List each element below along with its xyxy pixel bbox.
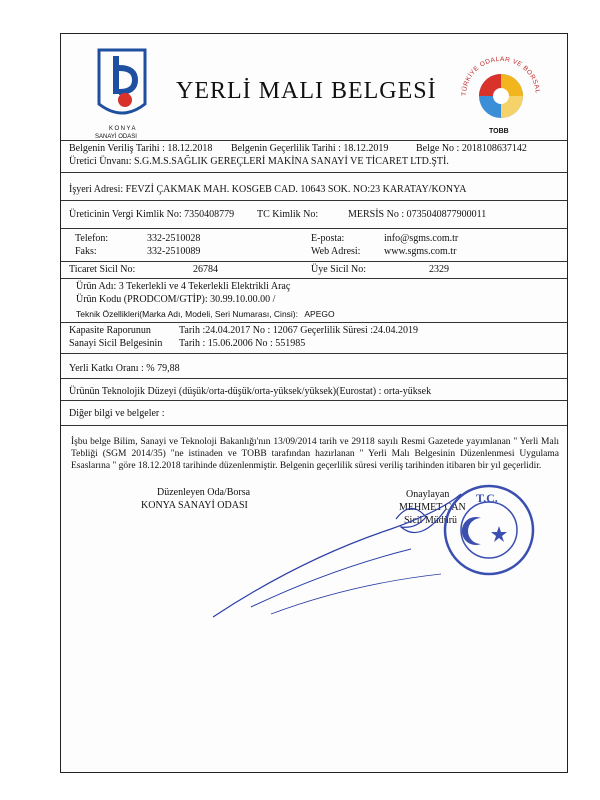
web-value: www.sgms.com.tr xyxy=(384,246,457,257)
approver-label: Onaylayan xyxy=(406,489,450,500)
tobb-logo-emblem xyxy=(456,44,546,139)
kso-logo xyxy=(95,46,149,138)
svg-text:T.C.: T.C. xyxy=(476,491,498,505)
page-title: YERLİ MALI BELGESİ xyxy=(176,78,437,104)
web-label: Web Adresi: xyxy=(311,246,361,257)
capacity-label: Kapasite Raporunun xyxy=(69,325,151,336)
phone-label: Telefon: xyxy=(75,233,109,244)
manufacturer: Üretici Ünvanı: S.G.M.S.SAĞLIK GEREÇLERİ MAKİNA SANAYİ VE TİCARET LTD.ŞTİ. xyxy=(69,156,449,167)
local-ratio: Yerli Katkı Oranı : % 79,88 xyxy=(69,363,180,374)
approver-title: Sicil Müdürü xyxy=(404,515,458,526)
approver-name: MEHMET CAN xyxy=(399,502,466,513)
product-brand: APEGO xyxy=(304,309,335,319)
divider xyxy=(61,200,567,201)
kso-logo-line1: KONYA xyxy=(109,126,138,132)
member-registry-value: 2329 xyxy=(429,264,449,275)
divider xyxy=(61,378,567,379)
product-name: Ürün Adı: 3 Tekerlekli ve 4 Tekerlekli Elektrikli Araç xyxy=(76,281,291,292)
divider xyxy=(61,261,567,262)
tech-level: Ürünün Teknolojik Düzeyi (düşük/orta-düşük/orta-yüksek/yüksek)(Eurostat) : orta-yüksek xyxy=(69,386,432,397)
divider xyxy=(61,400,567,401)
divider xyxy=(61,140,567,141)
divider xyxy=(61,322,567,323)
tobb-logo-text: TOBB xyxy=(489,128,509,135)
divider xyxy=(61,278,567,279)
tc-id: TC Kimlik No: xyxy=(257,209,319,220)
divider xyxy=(61,425,567,426)
certificate-frame xyxy=(60,33,568,773)
mersis-no: MERSİS No : 0735040877900011 xyxy=(348,209,487,220)
product-tech xyxy=(76,309,335,319)
industry-label: Sanayi Sicil Belgesinin xyxy=(69,338,163,349)
capacity-detail: Tarih :24.04.2017 No : 12067 Geçerlilik Süresi :24.04.2019 xyxy=(179,325,418,336)
issue-date: Belgenin Veriliş Tarihi : 18.12.2018 xyxy=(69,143,213,154)
statement-paragraph: İşbu belge Bilim, Sanayi ve Teknoloji Bakanlığı'nın 13/09/2014 tarih ve 29118 sayılı Resmi Gazetede yayımlanan " Yerli Malı Tebliği (SGM 2014/35) "ne istinaden ve TOBB tarafından hazırlanan " Yerli Malı Belgesinin Düzenlenmesi Uygulama Esaslarına " göre 18.12.2018 tarihinde düzenlenmiştir. Belgenin geçerlilik süresi veriliş tarihinden itibaren bir yıl geçerlidir. xyxy=(71,437,559,471)
phone-value: 332-2510028 xyxy=(147,233,201,244)
kso-logo-emblem xyxy=(95,46,149,126)
fax-value: 332-2510089 xyxy=(147,246,201,257)
fax-label: Faks: xyxy=(75,246,97,257)
tobb-logo-arc: TÜRKİYE ODALAR VE BORSAL xyxy=(460,55,541,97)
product-tech-label: Teknik Özellikleri(Marka Adı, Modeli, Seri Numarası, Cinsi): xyxy=(76,309,299,319)
email-value: info@sgms.com.tr xyxy=(384,233,459,244)
signature xyxy=(211,489,471,619)
trade-registry-value: 26784 xyxy=(193,264,218,275)
divider xyxy=(61,353,567,354)
divider xyxy=(61,172,567,173)
tax-id: Üreticinin Vergi Kimlik No: 7350408779 xyxy=(69,209,235,220)
valid-date: Belgenin Geçerlilik Tarihi : 18.12.2019 xyxy=(231,143,389,154)
tobb-logo xyxy=(456,44,546,139)
issuer-name: KONYA SANAYİ ODASI xyxy=(141,500,248,511)
industry-detail: Tarih : 15.06.2006 No : 551985 xyxy=(179,338,306,349)
member-registry-label: Üye Sicil No: xyxy=(311,264,366,275)
trade-registry-label: Ticaret Sicil No: xyxy=(69,264,136,275)
other-info: Diğer bilgi ve belgeler : xyxy=(69,408,165,419)
product-code: Ürün Kodu (PRODCOM/GTİP): 30.99.10.00.00 / xyxy=(76,294,276,305)
address: İşyeri Adresi: FEVZİ ÇAKMAK MAH. KOSGEB CAD. 10643 SOK. NO:23 KARATAY/KONYA xyxy=(69,184,467,195)
email-label: E-posta: xyxy=(311,233,345,244)
divider xyxy=(61,228,567,229)
kso-logo-line2: SANAYİ ODASI xyxy=(95,134,137,140)
doc-number: Belge No : 2018108637142 xyxy=(416,143,527,154)
issuer-label: Düzenleyen Oda/Borsa xyxy=(157,487,251,498)
